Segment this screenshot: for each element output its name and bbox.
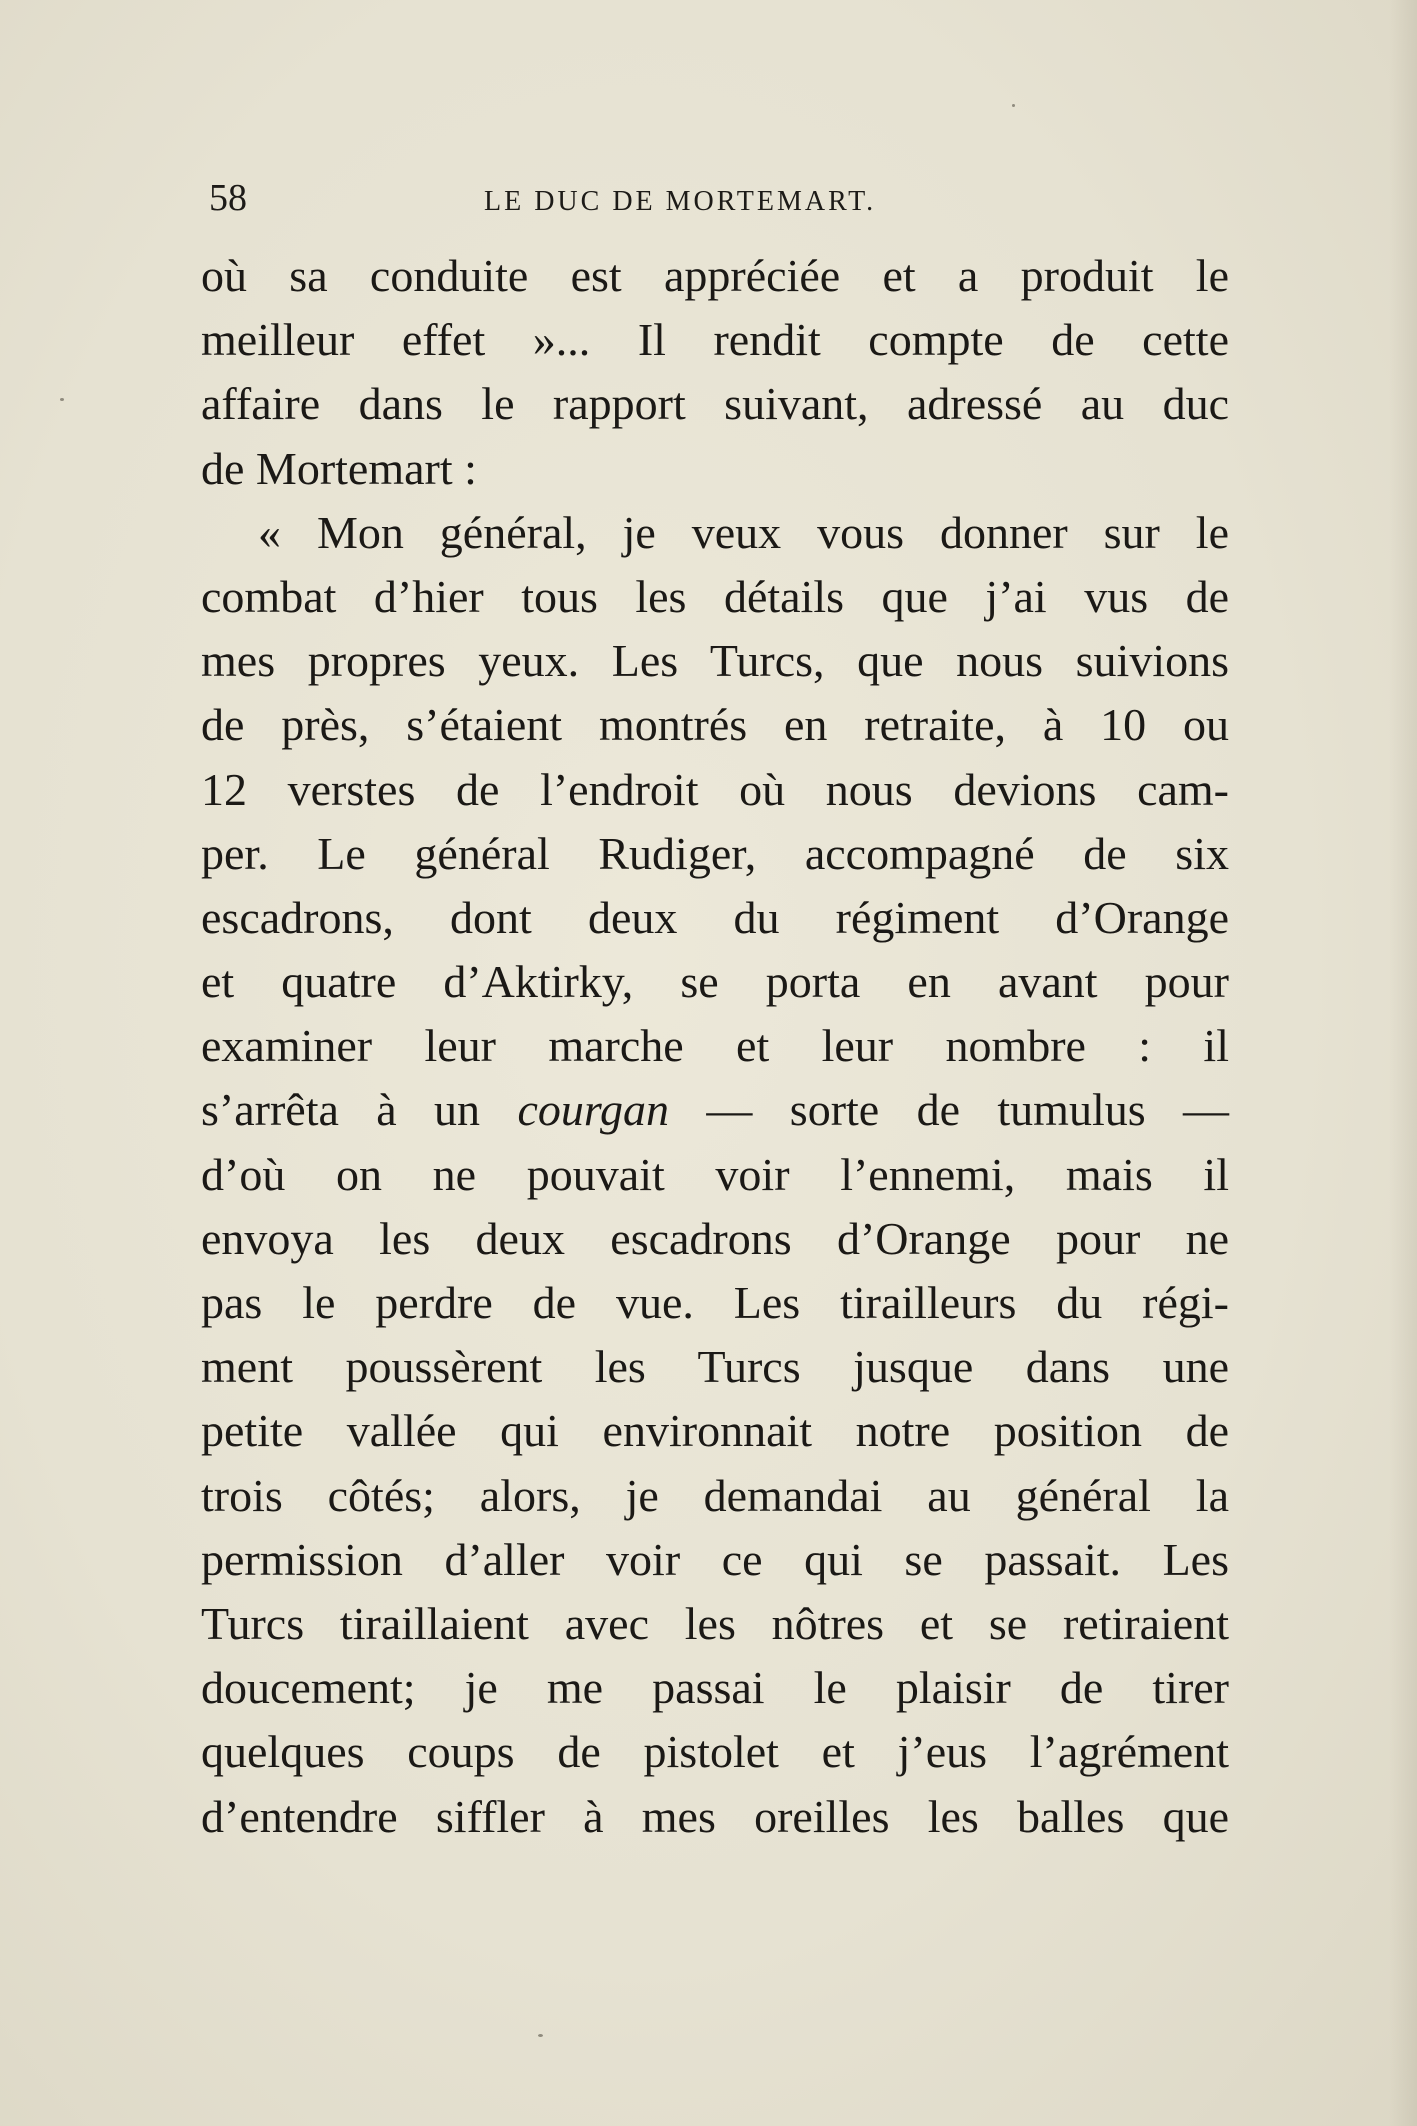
text-line: per. Le général Rudiger, accompagné de six [201, 827, 1229, 879]
text-line: quelques coups de pistolet et j’eus l’agrément [201, 1726, 1229, 1778]
text-line: d’où on ne pouvait voir l’ennemi, mais il [201, 1148, 1229, 1200]
text-line: de près, s’étaient montrés en retraite, à 10 ou [201, 699, 1229, 751]
text-line: affaire dans le rapport suivant, adressé au duc [201, 378, 1229, 430]
text-segment: s’arrêta à un [201, 1084, 518, 1136]
page-header [209, 176, 1229, 226]
text-line: où sa conduite est appréciée et a produit le [201, 250, 1229, 301]
text-line: Turcs tiraillaient avec les nôtres et se retiraient [201, 1597, 1229, 1649]
text-line: 12 verstes de l’endroit où nous devions cam- [201, 763, 1229, 815]
text-line: d’entendre siffler à mes oreilles les balles que [201, 1790, 1229, 1842]
text-line: ment poussèrent les Turcs jusque dans une [201, 1341, 1229, 1393]
text-line: et quatre d’Aktirky, se porta en avant pour [201, 956, 1229, 1008]
running-head: LE DUC DE MORTEMART. [484, 186, 877, 217]
text-line: trois côtés; alors, je demandai au général la [201, 1469, 1229, 1521]
text-line: meilleur effet »... Il rendit compte de cette [201, 314, 1229, 366]
text-segment: — sorte de tumulus — [669, 1084, 1230, 1136]
text-line: permission d’aller voir ce qui se passait. Les [201, 1533, 1229, 1585]
text-line: de Mortemart : [201, 442, 477, 494]
text-line-with-italic [201, 1078, 1229, 1142]
paper-speck [538, 2034, 543, 2037]
paper-speck [60, 398, 64, 401]
text-line: combat d’hier tous les détails que j’ai vus de [201, 570, 1229, 622]
page-number: 58 [209, 177, 247, 219]
text-line: envoya les deux escadrons d’Orange pour ne [201, 1212, 1229, 1264]
italic-term: courgan [517, 1084, 670, 1136]
text-line: « Mon général, je veux vous donner sur le [258, 506, 1229, 558]
body-text [201, 244, 1229, 1849]
text-line: doucement; je me passai le plaisir de tirer [201, 1662, 1229, 1714]
text-line: pas le perdre de vue. Les tirailleurs du régi- [201, 1277, 1229, 1328]
text-line: petite vallée qui environnait notre position de [201, 1405, 1229, 1457]
text-line: escadrons, dont deux du régiment d’Orange [201, 891, 1229, 943]
text-line: examiner leur marche et leur nombre : il [201, 1020, 1229, 1072]
text-line: mes propres yeux. Les Turcs, que nous suivions [201, 635, 1229, 687]
paper-speck [1012, 104, 1015, 107]
